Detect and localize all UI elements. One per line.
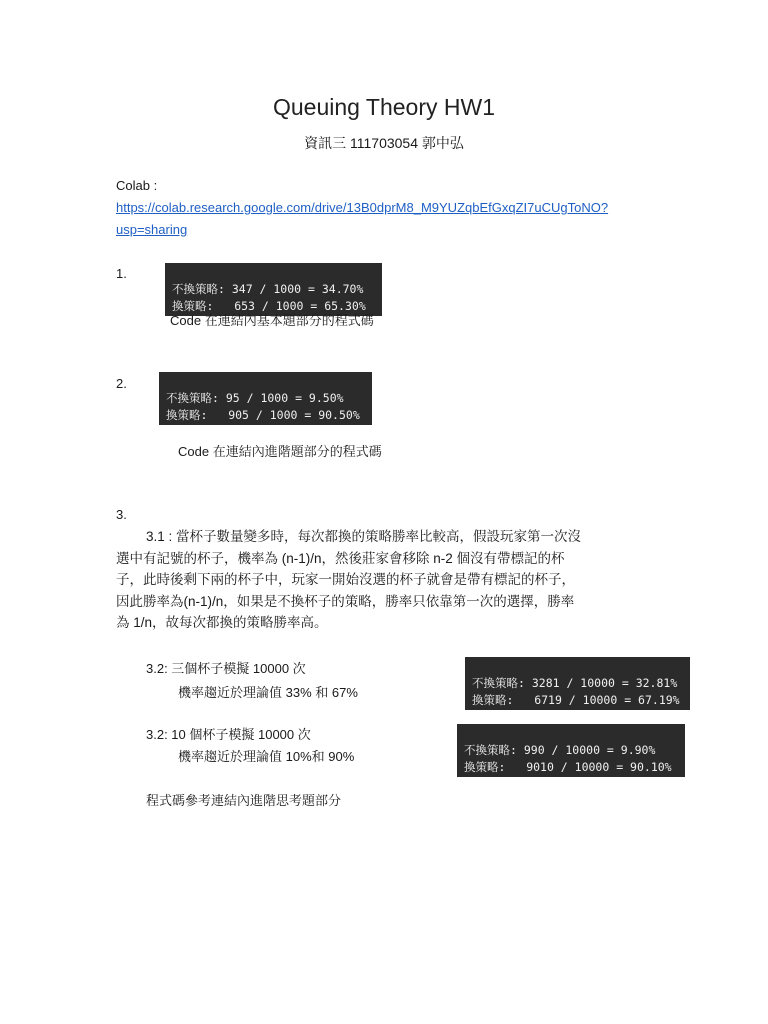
code-reference-note: 程式碼參考連結內進階思考題部分 xyxy=(146,793,342,808)
sim-three-cups-title: 3.2: 三個杯子模擬 10000 次 xyxy=(146,661,306,676)
document-title: Queuing Theory HW1 xyxy=(272,94,495,120)
question-1-number: 1. xyxy=(116,266,127,281)
q1-console-line: 換策略: 653 / 1000 = 65.30% xyxy=(172,299,366,313)
colab-label: Colab : xyxy=(116,178,158,193)
q2-console-output xyxy=(159,372,372,425)
sim-ten-cups-console xyxy=(457,724,685,777)
sim-ten-cups-result: 機率趨近於理論值 10%和 90% xyxy=(178,749,355,764)
sim-three-cups-console-line: 不換策略: 3281 / 10000 = 32.81% xyxy=(472,676,678,690)
question-2-number: 2. xyxy=(116,376,127,391)
q2-console-line: 不換策略: 95 / 1000 = 9.50% xyxy=(166,391,344,405)
sim-three-cups-console xyxy=(465,657,690,710)
sim-ten-cups-console-line: 不換策略: 990 / 10000 = 9.90% xyxy=(464,743,656,757)
q1-note: Code 在連結內基本題部分的程式碼 xyxy=(170,313,374,328)
q3-paragraph-line: 3.1 : 當杯子數量變多時，每次都換的策略勝率比較高，假設玩家第一次沒 xyxy=(146,529,582,544)
q1-console-line: 不換策略: 347 / 1000 = 34.70% xyxy=(172,282,364,296)
question-3-number: 3. xyxy=(116,507,127,522)
sim-three-cups-result: 機率趨近於理論值 33% 和 67% xyxy=(178,685,358,700)
sim-ten-cups-title: 3.2: 10 個杯子模擬 10000 次 xyxy=(146,727,311,742)
q3-paragraph-line: 為 1/n，故每次都換的策略勝率高。 xyxy=(116,615,328,630)
q3-paragraph-line: 選中有記號的杯子，機率為 (n-1)/n，然後莊家會移除 n-2 個沒有帶標記的杯 xyxy=(116,551,565,566)
colab-link-line1[interactable]: https://colab.research.google.com/drive/13B0dprM8_M9YUZqbEfGxqZI7uCUgToNO? xyxy=(116,200,609,215)
q3-paragraph-line: 因此勝率為(n-1)/n，如果是不換杯子的策略，勝率只依靠第一次的選擇，勝率 xyxy=(116,594,575,609)
q2-console-line: 換策略: 905 / 1000 = 90.50% xyxy=(166,408,360,422)
sim-ten-cups-console-line: 換策略: 9010 / 10000 = 90.10% xyxy=(464,760,672,774)
q3-paragraph-line: 子，此時後剩下兩的杯子中，玩家一開始沒選的杯子就會是帶有標記的杯子， xyxy=(116,572,575,587)
author-line: 資訊三 111703054 郭中弘 xyxy=(304,135,464,151)
q2-note: Code 在連結內進階題部分的程式碼 xyxy=(178,444,382,459)
colab-link-line2[interactable]: usp=sharing xyxy=(116,222,188,237)
q1-console-output xyxy=(165,263,382,316)
sim-three-cups-console-line: 換策略: 6719 / 10000 = 67.19% xyxy=(472,693,680,707)
